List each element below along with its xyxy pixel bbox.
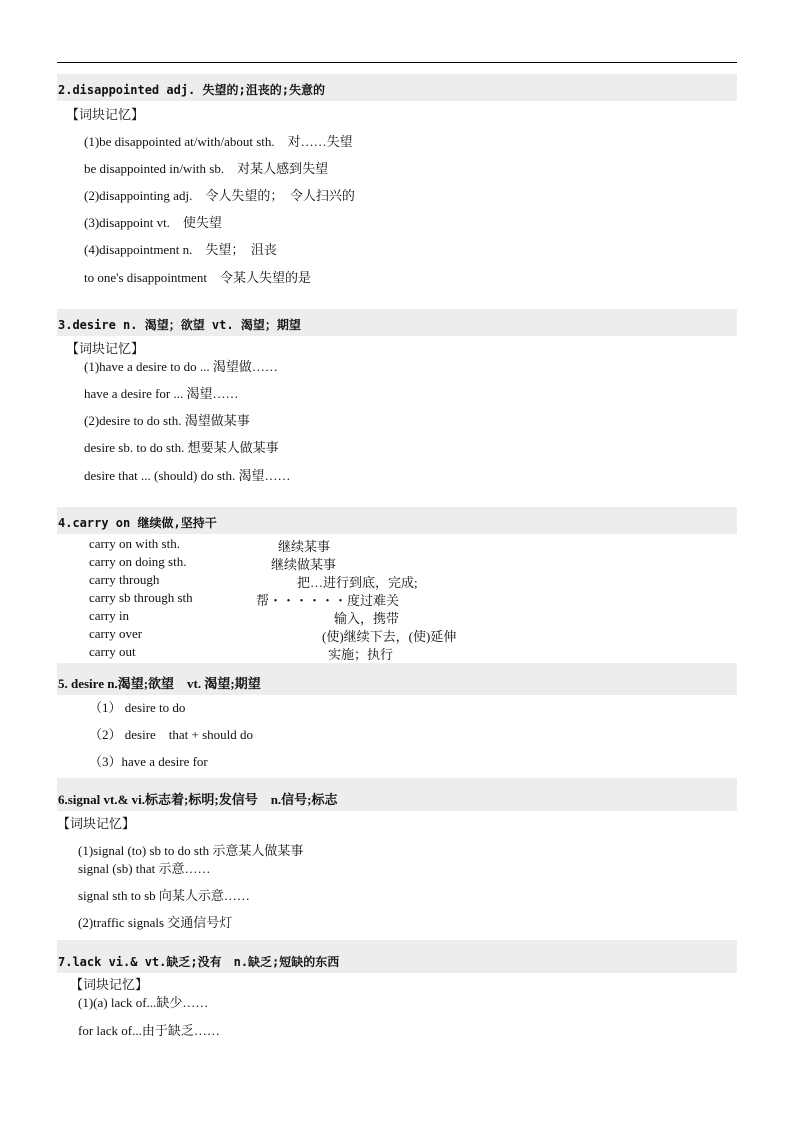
phrase-en: carry through — [89, 572, 160, 587]
entry-line: desire sb. to do sth. 想要某人做某事 — [84, 440, 279, 455]
entry-line: （1） desire to do — [89, 700, 186, 715]
phrase-en: carry over — [89, 626, 143, 641]
entry-line: for lack of...由于缺乏…… — [78, 1023, 220, 1038]
entry-line: signal (sb) that 示意…… — [78, 861, 211, 876]
entry-line: (2)desire to do sth. 渴望做某事 — [84, 413, 250, 428]
section-heading-bar — [57, 309, 737, 336]
phrase-en: carry out — [89, 644, 136, 659]
entry-line: (4)disappointment n. 失望； 沮丧 — [84, 242, 277, 257]
entry-line: to one's disappointment 令某人失望的是 — [84, 270, 311, 285]
entry-line: have a desire for ... 渴望…… — [84, 386, 239, 401]
phrase-en: carry in — [89, 608, 130, 623]
section-heading-bar — [57, 778, 737, 811]
section-heading: 7.lack vi.& vt.缺乏;没有 n.缺乏;短缺的东西 — [58, 955, 340, 969]
entry-line: (2)traffic signals 交通信号灯 — [78, 915, 233, 930]
entry-line: （3）have a desire for — [89, 754, 208, 769]
phrase-zh: 继续做某事 — [271, 557, 337, 572]
phrase-zh: 继续某事 — [278, 539, 331, 554]
section-heading: 3.desire n. 渴望；欲望 vt. 渴望；期望 — [58, 318, 301, 332]
section-heading-bar — [57, 940, 737, 973]
phrase-en: carry sb through sth — [89, 590, 193, 605]
phrase-zh: 输入，携带 — [334, 611, 400, 626]
entry-line: (2)disappointing adj. 令人失望的； 令人扫兴的 — [84, 188, 355, 203]
section-heading: 2.disappointed adj. 失望的;沮丧的;失意的 — [58, 83, 325, 97]
block-memory-tag: 【词块记忆】 — [66, 341, 145, 356]
phrase-en: carry on with sth. — [89, 536, 180, 551]
block-memory-tag: 【词块记忆】 — [70, 977, 149, 992]
section-heading: 6.signal vt.& vi.标志着;标明;发信号 n.信号;标志 — [58, 792, 338, 807]
phrase-en: carry on doing sth. — [89, 554, 187, 569]
entry-line: （2） desire that + should do — [89, 727, 254, 742]
phrase-zh: 实施；执行 — [328, 647, 394, 662]
phrase-zh: 帮・・・・・・度过难关 — [256, 593, 400, 608]
section-heading-bar — [57, 507, 737, 534]
entry-line: (1)(a) lack of...缺少…… — [78, 995, 209, 1010]
block-memory-tag: 【词块记忆】 — [57, 816, 136, 831]
section-heading: 4.carry on 继续做,坚持干 — [58, 516, 217, 530]
phrase-zh: 把…进行到底，完成; — [297, 575, 418, 590]
entry-line: (3)disappoint vt. 使失望 — [84, 215, 222, 230]
top-rule — [57, 62, 737, 63]
entry-line: signal sth to sb 向某人示意…… — [78, 888, 250, 903]
section-heading-bar — [57, 74, 737, 101]
entry-line: be disappointed in/with sb. 对某人感到失望 — [84, 161, 329, 176]
entry-line: (1)have a desire to do ... 渴望做…… — [84, 359, 278, 374]
section-heading: 5. desire n.渴望;欲望 vt. 渴望;期望 — [58, 676, 261, 691]
phrase-zh: (使)继续下去，(使)延伸 — [322, 629, 457, 644]
section-heading-bar — [57, 663, 737, 695]
entry-line: (1)signal (to) sb to do sth 示意某人做某事 — [78, 843, 304, 858]
entry-line: (1)be disappointed at/with/about sth. 对……失望 — [84, 134, 353, 149]
block-memory-tag: 【词块记忆】 — [66, 107, 145, 122]
entry-line: desire that ... (should) do sth. 渴望…… — [84, 468, 291, 483]
